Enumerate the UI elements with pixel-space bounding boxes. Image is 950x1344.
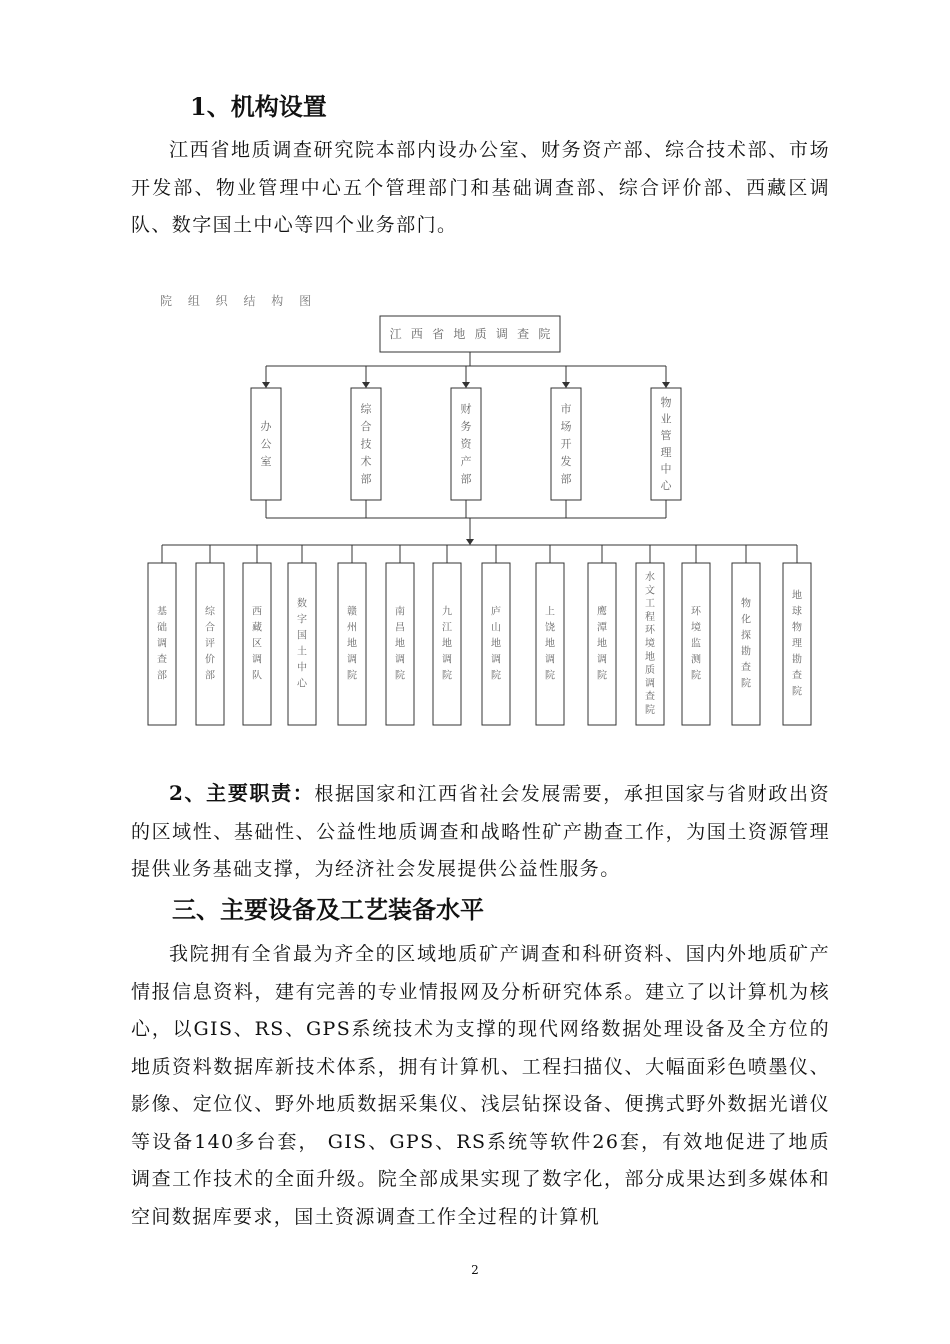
org-unit-label-char: 测 bbox=[691, 654, 701, 666]
org-root-label-char: 调 bbox=[495, 327, 508, 341]
org-admin-label-char: 业 bbox=[660, 412, 672, 426]
org-root-label-char: 西 bbox=[410, 327, 423, 341]
org-unit-label-char: 价 bbox=[205, 654, 215, 666]
org-unit-label-char: 地 bbox=[491, 638, 501, 650]
org-unit-label-char: 基 bbox=[157, 606, 167, 618]
org-unit-label-char: 地 bbox=[442, 638, 452, 650]
org-unit-label-char: 藏 bbox=[252, 622, 262, 634]
org-unit-label-char: 查 bbox=[157, 654, 167, 666]
org-unit-label-char: 地 bbox=[347, 638, 357, 650]
org-unit-label-char: 院 bbox=[347, 670, 357, 682]
org-unit-label-char: 调 bbox=[645, 678, 655, 690]
org-unit-label-char: 调 bbox=[491, 654, 501, 666]
org-unit-label-char: 昌 bbox=[395, 622, 405, 634]
org-admin-arrow bbox=[262, 382, 270, 388]
org-unit-label-char: 上 bbox=[545, 606, 555, 618]
org-unit-label-char: 字 bbox=[297, 614, 307, 626]
org-unit-label-char: 化 bbox=[741, 614, 751, 626]
section1-heading: 1、机构设置 bbox=[190, 92, 327, 121]
org-unit-label-char: 调 bbox=[157, 638, 167, 650]
org-admin-label-char: 资 bbox=[460, 437, 472, 451]
org-unit-label-char: 区 bbox=[252, 638, 262, 650]
org-unit-label-char: 九 bbox=[442, 606, 452, 618]
org-unit-label-char: 院 bbox=[741, 678, 751, 690]
org-root-label-char: 地 bbox=[453, 327, 466, 341]
org-unit-label-char: 探 bbox=[741, 630, 751, 642]
org-unit-label-char: 院 bbox=[395, 670, 405, 682]
org-unit-label-char: 潭 bbox=[597, 622, 607, 634]
org-unit-label-char: 院 bbox=[442, 670, 452, 682]
org-unit-label-char: 西 bbox=[252, 606, 262, 618]
org-unit-label-char: 调 bbox=[347, 654, 357, 666]
org-admin-label-char: 合 bbox=[360, 419, 372, 433]
org-unit-label-char: 江 bbox=[442, 622, 452, 634]
org-admin-label-char: 理 bbox=[660, 445, 672, 459]
org-unit-label-char: 环 bbox=[691, 606, 701, 618]
org-units-arrow bbox=[466, 539, 474, 545]
org-unit-label-char: 地 bbox=[792, 590, 802, 602]
org-root-box bbox=[380, 316, 560, 352]
org-unit-label-char: 数 bbox=[297, 598, 307, 610]
org-unit-label-char: 国 bbox=[297, 630, 307, 642]
org-unit-label-char: 水 bbox=[645, 572, 655, 584]
org-unit-label-char: 查 bbox=[792, 670, 802, 682]
org-unit-label-char: 文 bbox=[645, 585, 655, 597]
org-unit-label-char: 院 bbox=[597, 670, 607, 682]
section1-paragraph: 江西省地质调查研究院本部内设办公室、财务资产部、综合技术部、市场开发部、物业管理中心五个管理部门和基础调查部、综合评价部、西藏区调队、数字国土中心等四个业务部门。 bbox=[131, 139, 830, 236]
org-unit-label-char: 部 bbox=[205, 670, 215, 682]
org-root-label-char: 查 bbox=[517, 327, 530, 341]
org-unit-label-char: 地 bbox=[645, 651, 655, 663]
org-unit-box bbox=[288, 563, 316, 725]
section2-text: 根据国家和江西省社会发展需要，承担国家与省财政出资的区域性、基础性、公益性地质调查和战略性矿产勘查工作，为国土资源管理提供业务基础支撑，为经济社会发展提供公益性服务。 bbox=[131, 783, 830, 880]
org-unit-label-char: 质 bbox=[645, 665, 655, 677]
page-number: 2 bbox=[471, 1263, 479, 1277]
org-unit-label-char: 础 bbox=[157, 622, 167, 634]
org-unit-label-char: 庐 bbox=[491, 606, 501, 618]
org-admin-label-char: 场 bbox=[560, 419, 572, 433]
org-unit-label-char: 南 bbox=[395, 606, 405, 618]
org-unit-label-char: 中 bbox=[297, 662, 307, 674]
org-admin-label-char: 公 bbox=[260, 437, 272, 451]
org-root-label-char: 质 bbox=[474, 327, 487, 341]
section3-paragraph: 我院拥有全省最为齐全的区域地质矿产调查和科研资料、国内外地质矿产情报信息资料，建有完善的专业情报网及分析研究体系。建立了以计算机为核心，以GIS、RS、GPS系统技术为支撑的现代网络数据处理设备及全方位的地质资料数据库新技术体系，拥有计算机、工程扫描仪、大幅面彩色喷墨仪、影像、定位仪、野外地质数据采集仪、浅层钻探设备、便携式野外数据光谱仪等设备140多台套， GIS、GPS、RS系统等软件26套，有效地促进了地质调查工作技术的全面升级。院全部成果实现了数字化，部分成果达到多媒体和空间数据库要求，国土资源调查工作全过程的计算机 bbox=[131, 943, 830, 1228]
org-unit-label-char: 勘 bbox=[741, 646, 751, 658]
org-admin-label-char: 技 bbox=[360, 437, 372, 451]
org-unit-label-char: 物 bbox=[792, 622, 802, 634]
org-unit-label-char: 地 bbox=[545, 638, 555, 650]
org-admin-arrow bbox=[662, 382, 670, 388]
org-admin-label-char: 产 bbox=[460, 455, 472, 469]
org-unit-label-char: 土 bbox=[297, 646, 307, 658]
org-chart-title: 院 组 织 结 构 图 bbox=[160, 294, 318, 308]
org-unit-label-char: 合 bbox=[205, 622, 215, 634]
org-unit-label-char: 工 bbox=[645, 598, 655, 610]
org-unit-label-char: 赣 bbox=[347, 606, 357, 618]
org-unit-label-char: 评 bbox=[205, 638, 215, 650]
org-unit-label-char: 鹰 bbox=[597, 606, 607, 618]
org-unit-label-char: 勘 bbox=[792, 654, 802, 666]
org-admin-label-char: 财 bbox=[460, 402, 472, 416]
org-admin-label-char: 开 bbox=[560, 437, 572, 451]
org-admin-label-char: 部 bbox=[360, 472, 372, 486]
org-unit-label-char: 境 bbox=[691, 622, 701, 634]
org-unit-label-char: 监 bbox=[691, 638, 701, 650]
org-unit-label-char: 调 bbox=[545, 654, 555, 666]
org-unit-label-char: 心 bbox=[297, 678, 307, 690]
org-unit-label-char: 调 bbox=[252, 654, 262, 666]
org-admin-label-char: 综 bbox=[360, 402, 372, 416]
org-unit-label-char: 院 bbox=[545, 670, 555, 682]
org-unit-label-char: 部 bbox=[157, 670, 167, 682]
org-root-label-char: 江 bbox=[389, 327, 402, 341]
org-unit-label-char: 综 bbox=[205, 606, 215, 618]
org-admin-label-char: 部 bbox=[460, 472, 472, 486]
section3-heading: 三、主要设备及工艺装备水平 bbox=[172, 895, 484, 924]
section2-lead: 2、主要职责： bbox=[169, 781, 315, 805]
org-unit-label-char: 地 bbox=[597, 638, 607, 650]
org-admin-label-char: 发 bbox=[560, 455, 572, 469]
org-unit-label-char: 院 bbox=[645, 704, 655, 716]
org-unit-label-char: 查 bbox=[645, 691, 655, 703]
org-admin-label-char: 部 bbox=[560, 472, 572, 486]
org-unit-label-char: 山 bbox=[491, 622, 501, 634]
org-admin-label-char: 管 bbox=[660, 429, 672, 443]
org-admin-label-char: 市 bbox=[560, 402, 572, 416]
org-unit-label-char: 院 bbox=[491, 670, 501, 682]
org-root-label-char: 院 bbox=[538, 327, 551, 341]
org-admin-arrow bbox=[562, 382, 570, 388]
org-unit-label-char: 院 bbox=[792, 686, 802, 698]
org-admin-label-char: 物 bbox=[660, 395, 672, 409]
org-unit-label-char: 环 bbox=[645, 625, 655, 637]
org-unit-label-char: 调 bbox=[442, 654, 452, 666]
org-unit-box bbox=[732, 563, 760, 725]
org-admin-label-char: 务 bbox=[460, 419, 472, 433]
org-unit-label-char: 物 bbox=[741, 598, 751, 610]
org-unit-label-char: 地 bbox=[395, 638, 405, 650]
org-unit-label-char: 境 bbox=[645, 638, 655, 650]
org-admin-label-char: 中 bbox=[660, 462, 672, 476]
section2-paragraph bbox=[131, 775, 830, 889]
org-unit-label-char: 程 bbox=[645, 611, 655, 623]
org-admin-label-char: 办 bbox=[260, 419, 272, 433]
org-admin-arrow bbox=[462, 382, 470, 388]
org-unit-label-char: 调 bbox=[395, 654, 405, 666]
org-unit-label-char: 院 bbox=[691, 670, 701, 682]
org-unit-label-char: 调 bbox=[597, 654, 607, 666]
org-unit-label-char: 球 bbox=[792, 606, 802, 618]
org-unit-label-char: 查 bbox=[741, 662, 751, 674]
org-admin-arrow bbox=[362, 382, 370, 388]
org-unit-label-char: 州 bbox=[347, 622, 357, 634]
org-admin-label-char: 室 bbox=[260, 455, 272, 469]
org-unit-label-char: 理 bbox=[792, 638, 802, 650]
org-unit-label-char: 队 bbox=[252, 670, 262, 682]
org-admin-label-char: 术 bbox=[360, 455, 372, 469]
org-unit-label-char: 饶 bbox=[545, 622, 555, 634]
org-root-label-char: 省 bbox=[432, 327, 445, 341]
org-admin-label-char: 心 bbox=[660, 479, 672, 493]
